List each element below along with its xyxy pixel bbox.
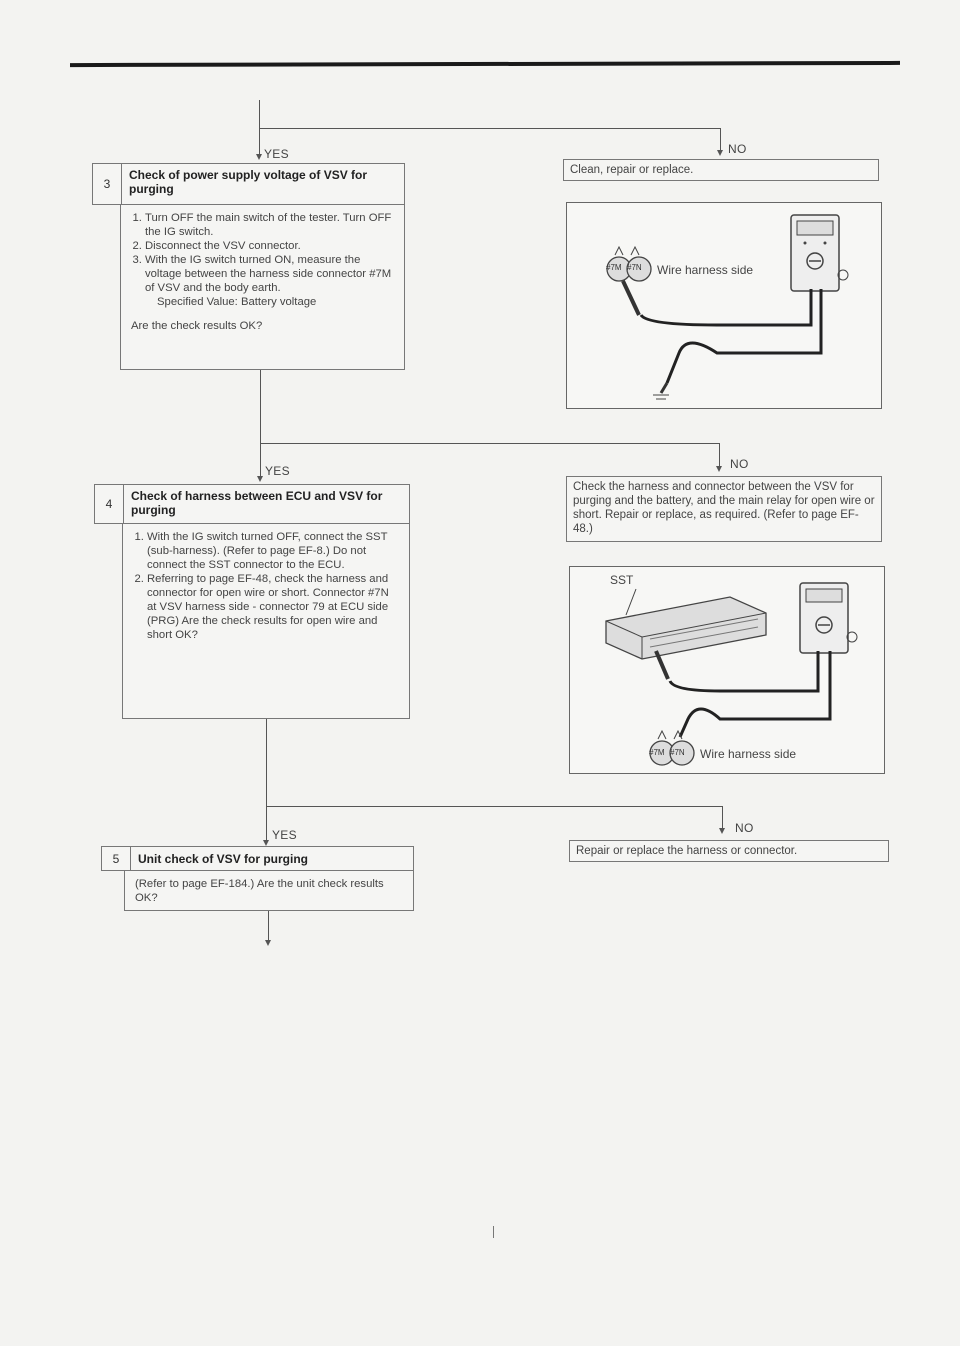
yes-label: YES: [272, 828, 297, 842]
step-title: Check of harness between ECU and VSV for purging: [131, 489, 383, 517]
instruction-item: 1. Turn OFF the main switch of the tester. Turn OFF the IG switch.: [145, 211, 394, 239]
connector-label: #7N: [627, 263, 642, 272]
step-number: 4: [95, 485, 124, 523]
step-5-header: [101, 846, 414, 871]
flow-line: [268, 911, 269, 941]
flow-line: [260, 370, 261, 478]
step-3-figure: [566, 202, 882, 409]
no-label: NO: [735, 821, 754, 835]
arrow-down-icon: [256, 154, 262, 160]
step-number: 5: [102, 847, 131, 870]
step-title: Unit check of VSV for purging: [138, 852, 309, 866]
arrow-down-icon: [719, 828, 725, 834]
step-4-header: [94, 484, 410, 524]
step-3-body: [120, 205, 405, 370]
step-4-figure: [569, 566, 885, 774]
figure-caption: Wire harness side: [700, 747, 797, 761]
instruction-item: 2. Referring to page EF-48, check the harness and connector for open wire or short. Connector #7N at VSV harness side - connector 79 at ECU side (PRG) Are the check results for open wire and short OK?: [147, 572, 399, 642]
flow-line: [259, 128, 721, 129]
flow-line: [719, 443, 720, 468]
yes-label: YES: [265, 464, 290, 478]
flow-line: [266, 719, 267, 842]
step-3-no-action: Clean, repair or replace.: [563, 159, 879, 181]
check-question: Are the check results OK?: [131, 320, 263, 332]
header-rule: [70, 61, 900, 67]
page-mark: [493, 1226, 494, 1238]
yes-label: YES: [264, 147, 289, 161]
instruction-item: 3. With the IG switch turned ON, measure the voltage between the harness side connector #7M of VSV and the body earth.: [145, 253, 394, 295]
flow-line: [260, 443, 720, 444]
step-4-no-action: Check the harness and connector between the VSV for purging and the battery, and the main relay for open wire or short. Repair or replace, as required. (Refer to page EF-48.): [566, 476, 882, 542]
sst-label: SST: [610, 573, 634, 587]
step-number: 3: [93, 164, 122, 204]
instruction-item: 1. With the IG switch turned OFF, connect the SST (sub-harness). (Refer to page EF-8.) Do not connect the SST connector to the ECU.: [147, 530, 399, 572]
step-4-body: [122, 524, 410, 719]
connector-label: #7M: [606, 263, 622, 272]
figure-caption: Wire harness side: [657, 263, 754, 277]
step-5-body: (Refer to page EF-184.) Are the unit check results OK?: [124, 871, 414, 911]
flow-line: [722, 806, 723, 830]
specified-value: Specified Value: Battery voltage: [157, 296, 317, 308]
instruction-item: 2. Disconnect the VSV connector.: [145, 239, 394, 253]
arrow-down-icon: [716, 466, 722, 472]
step-5-no-action: Repair or replace the harness or connector.: [569, 840, 889, 862]
arrow-down-icon: [257, 476, 263, 482]
harness-test-diagram: [570, 567, 886, 775]
connector-label: #7M: [649, 748, 665, 757]
no-label: NO: [730, 457, 749, 471]
arrow-down-icon: [265, 940, 271, 946]
flow-line: [720, 128, 721, 152]
voltage-test-diagram: [567, 203, 883, 410]
no-label: NO: [728, 142, 747, 156]
step-3-header: [92, 163, 405, 205]
arrow-down-icon: [717, 150, 723, 156]
flow-line: [266, 806, 723, 807]
step-title: Check of power supply voltage of VSV for purging: [129, 168, 368, 196]
connector-label: #7N: [670, 748, 685, 757]
